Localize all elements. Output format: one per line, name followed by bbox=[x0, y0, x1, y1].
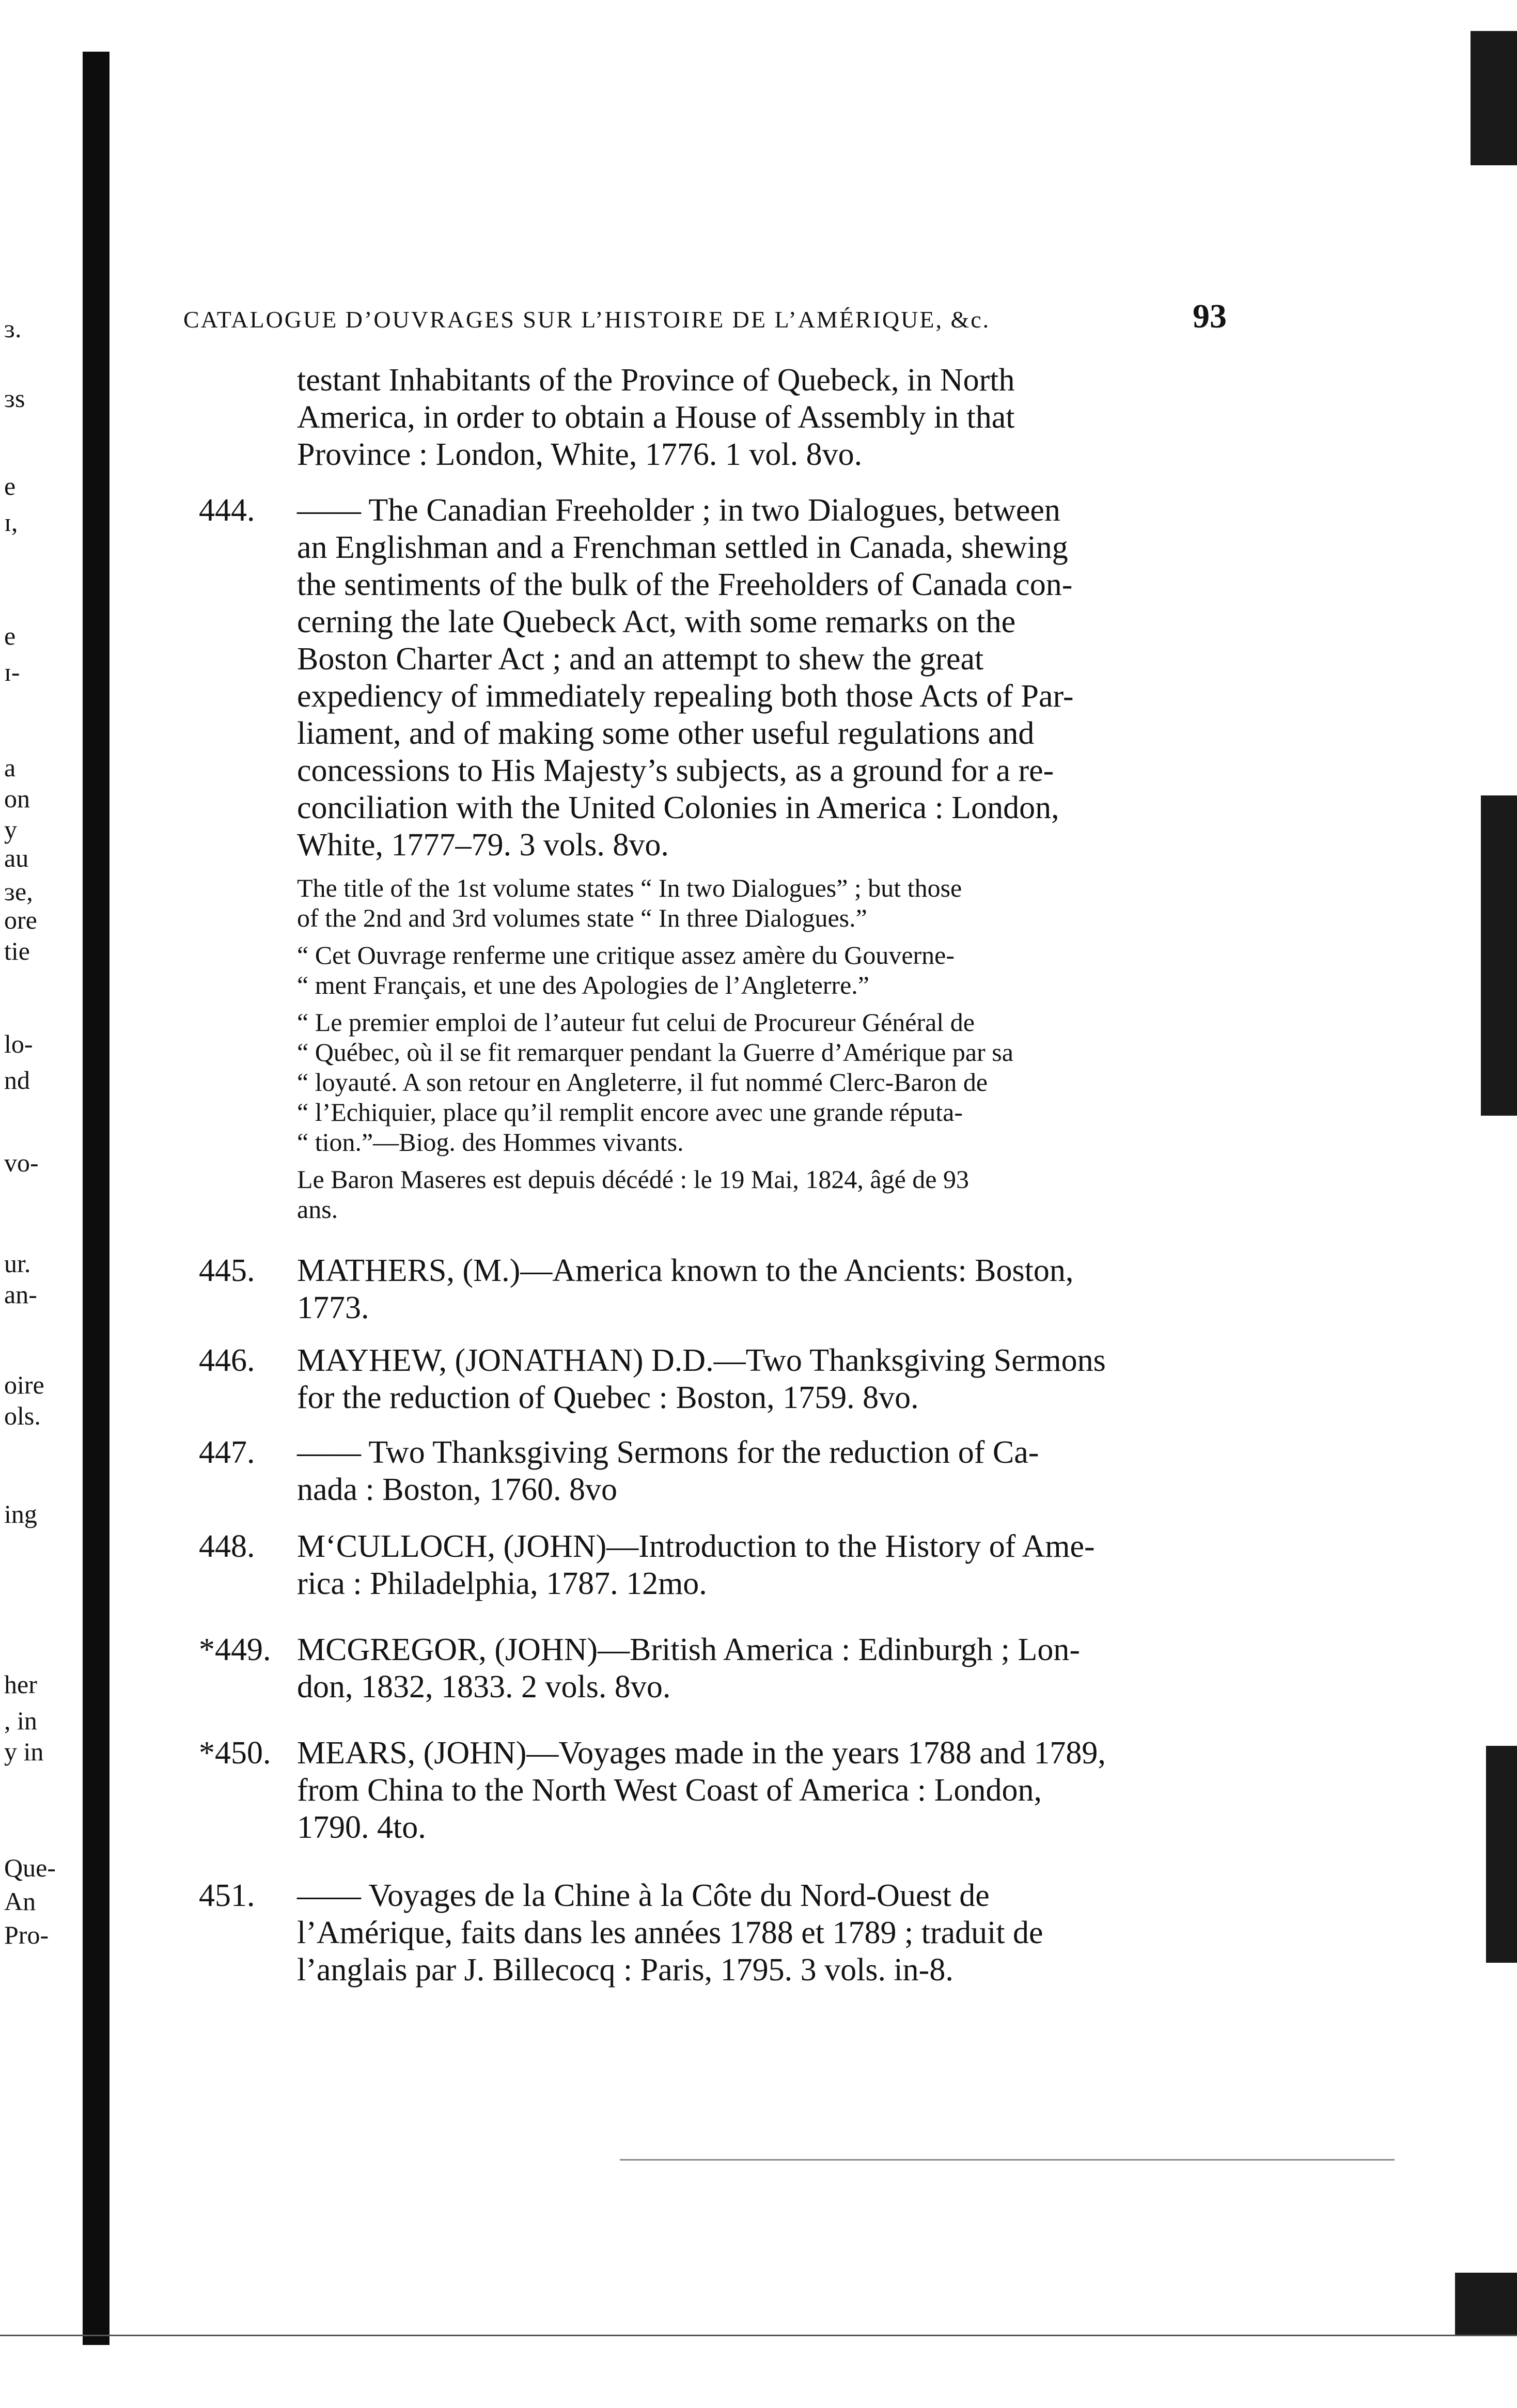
page-edge-shadow bbox=[1455, 2273, 1517, 2335]
catalogue-entry bbox=[199, 1252, 1180, 1326]
entry-number: 447. bbox=[199, 1435, 255, 1470]
margin-fragment: e bbox=[4, 621, 16, 650]
catalogue-entry bbox=[199, 1631, 1180, 1706]
note-line: “ tion.”—Biog. des Hommes vivants. bbox=[297, 1128, 684, 1156]
entry-text-line: rica : Philadelphia, 1787. 12mo. bbox=[297, 1566, 707, 1601]
note-line: “ Le premier emploi de l’auteur fut celui de Procureur Général de bbox=[297, 1008, 975, 1037]
catalogue-entry bbox=[199, 1342, 1180, 1416]
entry-text-line: concessions to His Majesty’s subjects, as a ground for a re- bbox=[297, 753, 1054, 788]
entry-number: *450. bbox=[199, 1735, 271, 1771]
margin-fragment: an- bbox=[4, 1280, 37, 1309]
entry-number: 448. bbox=[199, 1529, 255, 1564]
margin-fragment: Que- bbox=[4, 1853, 56, 1882]
note-line: “ l’Echiquier, place qu’il remplit encore avec une grande réputa- bbox=[297, 1098, 963, 1127]
page-edge-shadow bbox=[1486, 1746, 1517, 1963]
catalogue-entry bbox=[199, 1528, 1180, 1602]
margin-fragment: on bbox=[4, 784, 30, 813]
entry-text-line: MEARS, (JOHN)—Voyages made in the years 1788 and 1789, bbox=[297, 1735, 1106, 1771]
page-number: 93 bbox=[1193, 298, 1227, 335]
entry-text-line: White, 1777–79. 3 vols. 8vo. bbox=[297, 827, 669, 863]
page-edge-shadow bbox=[1481, 795, 1517, 1116]
margin-fragment: ɜs bbox=[4, 384, 25, 413]
catalogue-entry bbox=[199, 1877, 1180, 1989]
entry-text-line: cerning the late Quebeck Act, with some remarks on the bbox=[297, 604, 1016, 639]
margin-fragment: oire bbox=[4, 1370, 44, 1399]
note-line: ans. bbox=[297, 1195, 338, 1224]
entry-text-line: expediency of immediately repealing both those Acts of Par- bbox=[297, 679, 1074, 714]
entry-text-line: —— Voyages de la Chine à la Côte du Nord-Ouest de bbox=[297, 1878, 990, 1913]
catalogue-entry bbox=[199, 362, 1180, 473]
margin-fragment: y bbox=[4, 815, 17, 844]
note-line: “ loyauté. A son retour en Angleterre, il fut nommé Clerc-Baron de bbox=[297, 1068, 988, 1097]
entry-text-line: MAYHEW, (JONATHAN) D.D.—Two Thanksgiving Sermons bbox=[297, 1343, 1106, 1378]
entry-number: 446. bbox=[199, 1343, 255, 1378]
entry-text-line: an Englishman and a Frenchman settled in Canada, shewing bbox=[297, 530, 1068, 565]
margin-fragment: y in bbox=[4, 1737, 44, 1766]
divider bbox=[0, 2335, 1517, 2336]
entry-text-line: the sentiments of the bulk of the Freeholders of Canada con- bbox=[297, 567, 1073, 602]
entry-text-line: MATHERS, (M.)—America known to the Ancients: Boston, bbox=[297, 1253, 1074, 1288]
note-paragraph bbox=[297, 873, 1180, 933]
entry-text-line: conciliation with the United Colonies in America : London, bbox=[297, 790, 1059, 825]
note-line: The title of the 1st volume states “ In two Dialogues” ; but those bbox=[297, 873, 962, 902]
running-head bbox=[183, 297, 1227, 336]
entry-text-line: Province : London, White, 1776. 1 vol. 8vo. bbox=[297, 437, 863, 472]
gutter-shadow bbox=[83, 52, 110, 2345]
note-line: of the 2nd and 3rd volumes state “ In three Dialogues.” bbox=[297, 903, 867, 932]
entry-text-line: 1790. 4to. bbox=[297, 1810, 426, 1845]
margin-fragment: , in bbox=[4, 1706, 37, 1735]
catalogue-entries bbox=[199, 362, 1180, 1989]
margin-fragment: nd bbox=[4, 1066, 30, 1094]
note-line: “ Québec, où il se fit remarquer pendant la Guerre d’Amérique par sa bbox=[297, 1038, 1013, 1067]
margin-fragment: ɜ. bbox=[4, 314, 22, 343]
entry-text-line: l’Amérique, faits dans les années 1788 et 1789 ; traduit de bbox=[297, 1915, 1043, 1950]
entry-text-line: nada : Boston, 1760. 8vo bbox=[297, 1472, 617, 1507]
entry-text-line: M‘CULLOCH, (JOHN)—Introduction to the History of Ame- bbox=[297, 1529, 1095, 1564]
margin-fragment: ɪ, bbox=[4, 508, 18, 537]
note-paragraph bbox=[297, 1007, 1180, 1157]
note-paragraph bbox=[297, 940, 1180, 1000]
entry-text-line: for the reduction of Quebec : Boston, 1759. 8vo. bbox=[297, 1380, 919, 1415]
catalogue-entry bbox=[199, 1734, 1180, 1846]
margin-fragment: ing bbox=[4, 1499, 37, 1528]
entry-number: *449. bbox=[199, 1632, 271, 1667]
margin-fragment: a bbox=[4, 753, 16, 782]
entry-notes bbox=[199, 873, 1180, 1224]
entry-number: 451. bbox=[199, 1878, 255, 1913]
note-line: Le Baron Maseres est depuis décédé : le 19 Mai, 1824, âgé de 93 bbox=[297, 1165, 969, 1194]
note-line: “ Cet Ouvrage renferme une critique assez amère du Gouverne- bbox=[297, 941, 955, 970]
margin-fragment: ols. bbox=[4, 1401, 41, 1430]
margin-fragment: tie bbox=[4, 936, 30, 965]
entry-text-line: testant Inhabitants of the Province of Quebeck, in North bbox=[297, 363, 1015, 398]
catalogue-entry bbox=[199, 492, 1180, 1224]
margin-fragment: au bbox=[4, 843, 29, 872]
entry-text-line: America, in order to obtain a House of Assembly in that bbox=[297, 400, 1015, 435]
margin-fragment: ɪ- bbox=[4, 658, 20, 686]
entry-number: 444. bbox=[199, 493, 255, 528]
entry-text-line: MCGREGOR, (JOHN)—British America : Edinburgh ; Lon- bbox=[297, 1632, 1081, 1667]
margin-fragment: lo- bbox=[4, 1029, 33, 1058]
entry-text-line: l’anglais par J. Billecocq : Paris, 1795. 3 vols. in-8. bbox=[297, 1952, 953, 1988]
entry-text-line: liament, and of making some other useful regulations and bbox=[297, 716, 1035, 751]
margin-fragment: ɜe, bbox=[4, 877, 33, 906]
entry-text-line: 1773. bbox=[297, 1290, 369, 1325]
entry-text-line: —— Two Thanksgiving Sermons for the reduction of Ca- bbox=[297, 1435, 1039, 1470]
entry-number: 445. bbox=[199, 1253, 255, 1288]
margin-fragment: e bbox=[4, 472, 16, 501]
page-edge-shadow bbox=[1471, 31, 1517, 165]
margin-fragment: ur. bbox=[4, 1249, 31, 1278]
entry-text-line: don, 1832, 1833. 2 vols. 8vo. bbox=[297, 1669, 671, 1705]
running-head-title: CATALOGUE D’OUVRAGES SUR L’HISTOIRE DE L’AMÉRIQUE, &c. bbox=[183, 306, 991, 333]
divider bbox=[620, 2159, 1395, 2161]
note-line: “ ment Français, et une des Apologies de l’Angleterre.” bbox=[297, 971, 869, 999]
margin-fragment: vo- bbox=[4, 1148, 39, 1177]
catalogue-entry bbox=[199, 1434, 1180, 1508]
note-paragraph bbox=[297, 1164, 1180, 1224]
margin-fragment: ore bbox=[4, 905, 37, 934]
margin-fragment: An bbox=[4, 1887, 36, 1916]
entry-text-line: from China to the North West Coast of America : London, bbox=[297, 1773, 1042, 1808]
entry-text-line: —— The Canadian Freeholder ; in two Dialogues, between bbox=[297, 493, 1060, 528]
entry-text-line: Boston Charter Act ; and an attempt to shew the great bbox=[297, 642, 984, 677]
margin-fragment: her bbox=[4, 1670, 37, 1699]
margin-fragment: Pro- bbox=[4, 1920, 49, 1949]
